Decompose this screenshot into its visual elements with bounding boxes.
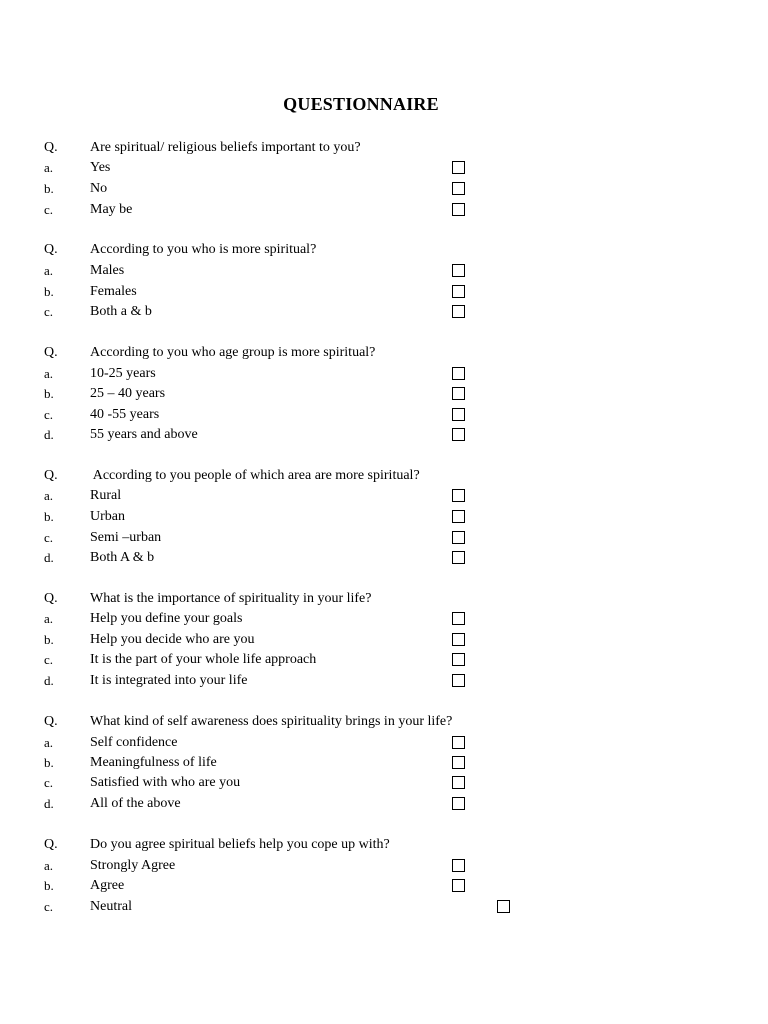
- option-marker: c.: [44, 407, 54, 422]
- question-text: According to you who age group is more spiritual?: [90, 345, 376, 360]
- checkbox[interactable]: [452, 387, 465, 400]
- option-marker: c.: [44, 304, 54, 319]
- question-text: What kind of self awareness does spirituality brings in your life?: [90, 714, 453, 729]
- option-text: No: [90, 181, 108, 196]
- option-marker: c.: [44, 652, 54, 667]
- question-4-option-d: [0, 548, 768, 568]
- checkbox[interactable]: [452, 531, 465, 544]
- question-7-option-c: [0, 897, 768, 917]
- option-marker: b.: [44, 632, 54, 647]
- checkbox[interactable]: [452, 305, 465, 318]
- checkbox[interactable]: [452, 653, 465, 666]
- question-marker: Q.: [44, 345, 58, 360]
- option-text: It is integrated into your life: [90, 673, 248, 688]
- question-6-option-b: [0, 753, 768, 773]
- option-marker: a.: [44, 611, 54, 626]
- checkbox[interactable]: [452, 859, 465, 872]
- option-marker: b.: [44, 755, 54, 770]
- option-text: It is the part of your whole life approach: [90, 652, 317, 667]
- option-text: 40 -55 years: [90, 407, 160, 422]
- checkbox[interactable]: [452, 510, 465, 523]
- checkbox[interactable]: [452, 633, 465, 646]
- checkbox[interactable]: [452, 756, 465, 769]
- option-text: Yes: [90, 160, 111, 175]
- checkbox[interactable]: [452, 203, 465, 216]
- option-marker: b.: [44, 509, 54, 524]
- option-marker: b.: [44, 386, 54, 401]
- option-text: Strongly Agree: [90, 858, 176, 873]
- option-text: Meaningfulness of life: [90, 755, 217, 770]
- option-marker: c.: [44, 899, 54, 914]
- option-marker: a.: [44, 263, 54, 278]
- checkbox[interactable]: [452, 285, 465, 298]
- question-marker: Q.: [44, 714, 58, 729]
- question-7-option-b: [0, 876, 768, 896]
- option-text: Semi –urban: [90, 530, 162, 545]
- option-text: May be: [90, 202, 133, 217]
- question-2-option-a: [0, 261, 768, 281]
- question-6-option-a: [0, 733, 768, 753]
- question-2-option-c: [0, 302, 768, 322]
- option-marker: b.: [44, 878, 54, 893]
- question-marker: Q.: [44, 140, 58, 155]
- question-3-option-d: [0, 425, 768, 445]
- question-text: According to you who is more spiritual?: [90, 242, 317, 257]
- option-text: 55 years and above: [90, 427, 198, 442]
- checkbox[interactable]: [452, 797, 465, 810]
- option-text: Help you define your goals: [90, 611, 243, 626]
- question-marker: Q.: [44, 591, 58, 606]
- question-5-option-d: [0, 671, 768, 691]
- question-4-option-b: [0, 507, 768, 527]
- option-text: Self confidence: [90, 735, 178, 750]
- option-text: 25 – 40 years: [90, 386, 166, 401]
- option-marker: c.: [44, 775, 54, 790]
- question-text: Do you agree spiritual beliefs help you cope up with?: [90, 837, 390, 852]
- question-3-option-a: [0, 364, 768, 384]
- question-4-option-a: [0, 486, 768, 506]
- question-3-option-c: [0, 405, 768, 425]
- question-7-option-a: [0, 856, 768, 876]
- question-4-option-c: [0, 528, 768, 548]
- page-title: QUESTIONNAIRE: [283, 94, 439, 114]
- checkbox[interactable]: [452, 264, 465, 277]
- question-5-option-b: [0, 630, 768, 650]
- question-5-option-a: [0, 609, 768, 629]
- option-marker: a.: [44, 858, 54, 873]
- option-marker: a.: [44, 160, 54, 175]
- question-6-option-d: [0, 794, 768, 814]
- question-6-option-c: [0, 773, 768, 793]
- option-marker: b.: [44, 181, 54, 196]
- option-marker: c.: [44, 202, 54, 217]
- question-3-option-b: [0, 384, 768, 404]
- checkbox[interactable]: [452, 408, 465, 421]
- question-3: [0, 343, 768, 363]
- option-marker: d.: [44, 673, 54, 688]
- checkbox[interactable]: [452, 428, 465, 441]
- option-text: Males: [90, 263, 125, 278]
- option-marker: a.: [44, 735, 54, 750]
- option-text: Agree: [90, 878, 125, 893]
- option-marker: b.: [44, 284, 54, 299]
- option-text: Help you decide who are you: [90, 632, 255, 647]
- option-text: Satisfied with who are you: [90, 775, 241, 790]
- checkbox[interactable]: [452, 612, 465, 625]
- question-text: What is the importance of spirituality in your life?: [90, 591, 372, 606]
- option-text: 10-25 years: [90, 366, 156, 381]
- checkbox[interactable]: [452, 367, 465, 380]
- question-text: According to you people of which area are more spiritual?: [90, 468, 420, 483]
- checkbox[interactable]: [452, 551, 465, 564]
- question-1: [0, 138, 768, 158]
- option-marker: a.: [44, 488, 54, 503]
- question-2-option-b: [0, 282, 768, 302]
- checkbox[interactable]: [452, 161, 465, 174]
- option-marker: d.: [44, 427, 54, 442]
- option-text: All of the above: [90, 796, 181, 811]
- option-text: Females: [90, 284, 137, 299]
- question-5: [0, 589, 768, 609]
- checkbox[interactable]: [452, 674, 465, 687]
- checkbox[interactable]: [452, 489, 465, 502]
- question-1-option-b: [0, 179, 768, 199]
- question-4: [0, 466, 768, 486]
- question-1-option-c: [0, 200, 768, 220]
- checkbox[interactable]: [452, 776, 465, 789]
- option-marker: d.: [44, 796, 54, 811]
- question-marker: Q.: [44, 468, 58, 483]
- option-marker: c.: [44, 530, 54, 545]
- option-text: Both a & b: [90, 304, 152, 319]
- option-text: Urban: [90, 509, 125, 524]
- question-7: [0, 835, 768, 855]
- checkbox[interactable]: [452, 879, 465, 892]
- question-2: [0, 240, 768, 260]
- checkbox[interactable]: [452, 736, 465, 749]
- option-text: Neutral: [90, 899, 132, 914]
- question-6: [0, 712, 768, 732]
- question-1-option-a: [0, 158, 768, 178]
- checkbox[interactable]: [452, 182, 465, 195]
- option-marker: a.: [44, 366, 54, 381]
- question-marker: Q.: [44, 242, 58, 257]
- question-text: Are spiritual/ religious beliefs important to you?: [90, 140, 361, 155]
- option-text: Both A & b: [90, 550, 155, 565]
- option-marker: d.: [44, 550, 54, 565]
- question-marker: Q.: [44, 837, 58, 852]
- checkbox[interactable]: [497, 900, 510, 913]
- option-text: Rural: [90, 488, 122, 503]
- question-5-option-c: [0, 650, 768, 670]
